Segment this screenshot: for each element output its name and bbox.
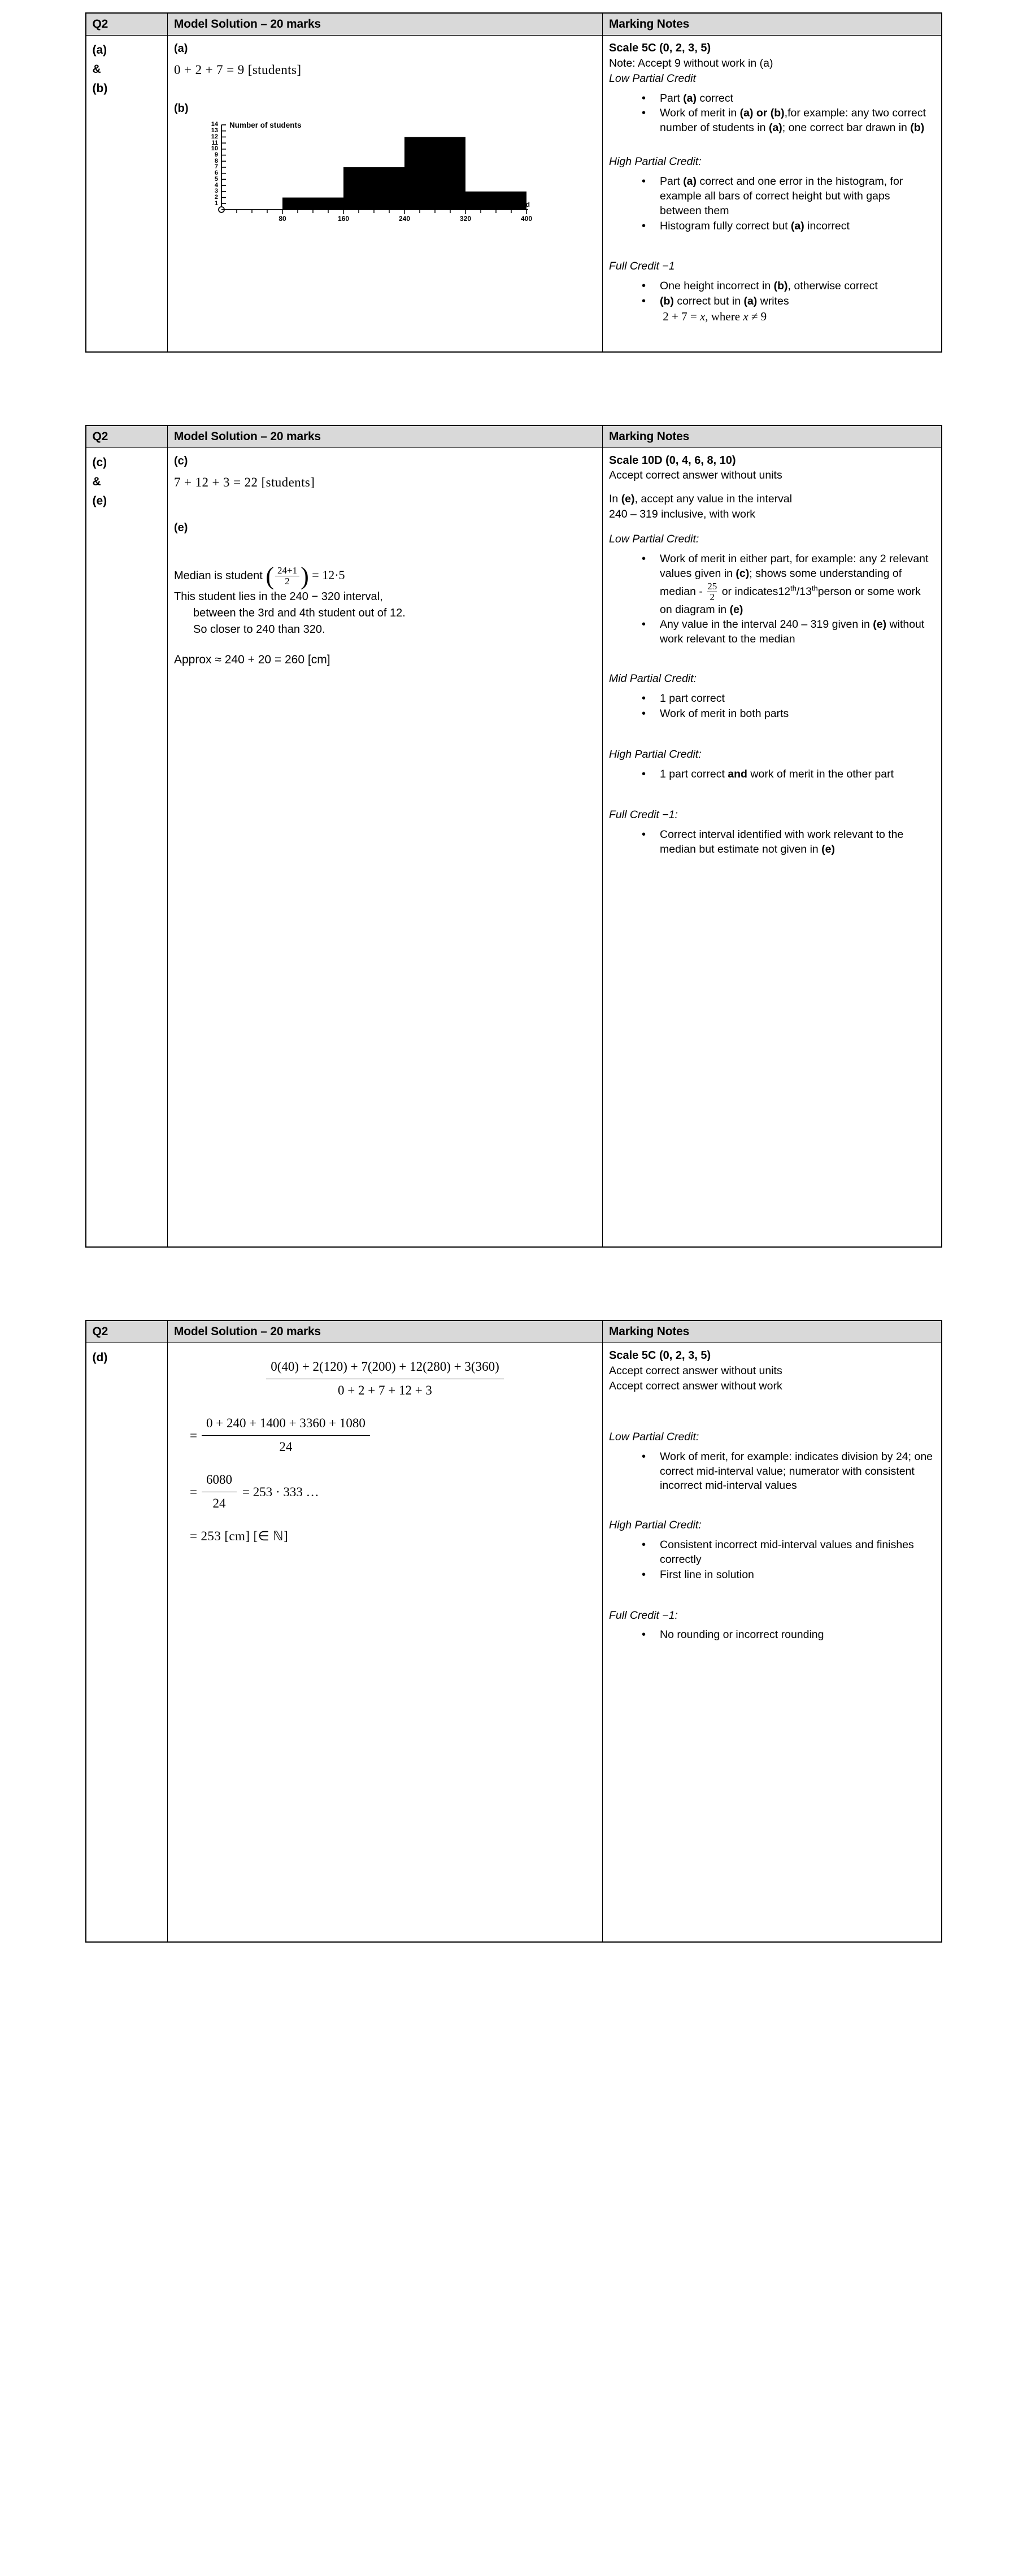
ytick-9: 9 [214, 151, 218, 159]
final-answer: = 253 [cm] [∈ ℕ] [190, 1529, 289, 1544]
model-solution-cell [168, 36, 603, 352]
high-partial-credit-heading: High Partial Credit: [609, 1519, 702, 1532]
list-item: • Consistent incorrect mid-interval values and finishes correctly [642, 1538, 935, 1567]
list-item: • Histogram fully correct but (a) incorrect [642, 219, 935, 234]
ytick-8: 8 [214, 157, 218, 164]
question-parts-cell [86, 36, 168, 352]
xtick-160: 160 [337, 215, 350, 223]
list-item: • Work of merit, for example: indicates division by 24; one correct mid-interval value; numerator with consistent incorrect mid-interval values [642, 1450, 935, 1494]
marking-table-1 [85, 12, 942, 353]
accept-work-note: Accept correct answer without work [609, 1379, 782, 1392]
fraction-3: $\frac{6080}{24}$ [202, 1470, 237, 1513]
median-prefix: Median is student [174, 569, 263, 582]
xtick-400: 400 [520, 215, 533, 223]
marking-notes-cell [603, 36, 942, 352]
table-header-row [86, 13, 942, 36]
list-item: • One height incorrect in (b), otherwise correct [642, 279, 935, 294]
interval-note-cont: 240 – 319 inclusive, with work [609, 508, 756, 521]
twenty-five-over-two-fraction: $\frac{25}{2}$ [707, 580, 717, 603]
ytick-14: 14 [211, 121, 218, 128]
high-partial-credit-heading: High Partial Credit: [609, 155, 702, 168]
ytick-1: 1 [214, 199, 218, 207]
ytick-7: 7 [214, 163, 218, 171]
question-parts-cell [86, 448, 168, 1247]
median-closer-line: So closer to 240 than 320. [193, 623, 325, 636]
scale-label: Scale 5C (0, 2, 3, 5) [609, 1349, 711, 1362]
solution-label-e: (e) [174, 522, 188, 535]
list-item: • First line in solution [642, 1568, 935, 1583]
table-header-row [86, 425, 942, 448]
equals-sign: = [190, 1484, 197, 1499]
x-axis-label: Speed [510, 201, 530, 209]
part-label: (c) [92, 455, 107, 469]
mean-expression-2 [174, 1414, 596, 1457]
marking-notes-cell [603, 1343, 942, 1942]
solution-label-b: (b) [174, 102, 189, 115]
chart-title: Number of students [229, 121, 302, 130]
full-credit-heading: Full Credit −1: [609, 1609, 678, 1622]
full-credit-heading: Full Credit −1 [609, 259, 675, 272]
part-label: (b) [92, 82, 108, 95]
equals-sign: = [190, 1428, 197, 1443]
list-item: • (b) correct but in (a) writes 2 + 7 = x, where x ≠ 9 [642, 294, 935, 325]
low-partial-credit-list [609, 1450, 935, 1494]
xtick-240: 240 [398, 215, 411, 223]
median-line [174, 562, 596, 590]
list-item: • Work of merit in either part, for example: any 2 relevant values given in (c); shows some understanding of median - $\frac{25}{2}$ or indicates12th/13thperson or some work on diagram in (e) [642, 552, 935, 617]
scale-label: Scale 5C (0, 2, 3, 5) [609, 42, 711, 55]
solution-label-c: (c) [174, 454, 188, 467]
ytick-2: 2 [214, 194, 218, 201]
close-paren: ) [301, 562, 309, 590]
question-parts-cell [86, 1343, 168, 1942]
low-partial-credit-list [609, 552, 935, 647]
median-fraction: $\frac{24+1}{2}$ [275, 566, 299, 587]
accept-units-note: Accept correct answer without units [609, 1364, 782, 1377]
fraction-3-result: = 253 · 333 … [242, 1484, 319, 1499]
part-label: (d) [92, 1351, 108, 1365]
table-header-row [86, 1320, 942, 1343]
list-item: • 1 part correct [642, 692, 935, 706]
fraction-1: $\frac{0(40) + 2(120) + 7(200) + 12(280) + 3(360)}{0 + 2 + 7 + 12 + 3}$ [266, 1357, 503, 1400]
list-item: • Part (a) correct [642, 92, 935, 106]
list-item: • No rounding or incorrect rounding [642, 1628, 935, 1643]
marking-table-2 [85, 425, 942, 1248]
solution-equation-c: 7 + 12 + 3 = 22 [students] [174, 475, 315, 489]
full-credit-list [609, 828, 935, 857]
table-body-row [86, 1343, 942, 1942]
ytick-3: 3 [214, 188, 218, 195]
accept-note: Note: Accept 9 without work in (a) [609, 57, 773, 69]
part-label: & [92, 63, 101, 76]
part-label: (a) [92, 44, 107, 57]
header-model-solution: Model Solution – 20 marks [168, 1320, 603, 1343]
header-marking-notes: Marking Notes [603, 425, 942, 448]
median-between-line: between the 3rd and 4th student out of 12. [193, 607, 406, 620]
header-marking-notes: Marking Notes [603, 1320, 942, 1343]
bar-160-240 [343, 167, 404, 210]
low-partial-credit-list [609, 92, 935, 136]
full-credit-heading: Full Credit −1: [609, 808, 678, 821]
low-partial-credit-heading: Low Partial Credit [609, 72, 696, 85]
table-body-row [86, 36, 942, 352]
interval-note: In (e), accept any value in the interval [609, 493, 793, 506]
list-item: • Part (a) correct and one error in the histogram, for example all bars of correct height but with gaps between them [642, 175, 935, 219]
median-value: = 12·5 [312, 567, 345, 582]
accept-units-note: Accept correct answer without units [609, 469, 782, 482]
ytick-13: 13 [211, 127, 218, 134]
histogram-chart [186, 120, 582, 225]
table-body-row [86, 448, 942, 1247]
low-partial-credit-heading: Low Partial Credit: [609, 533, 699, 546]
part-label: & [92, 475, 101, 488]
open-paren: ( [266, 562, 274, 590]
full-credit-list [609, 279, 935, 325]
list-item: • 1 part correct and work of merit in the other part [642, 767, 935, 782]
fraction-2: $\frac{0 + 240 + 1400 + 3360 + 1080}{24}$ [202, 1414, 370, 1457]
ytick-11: 11 [211, 139, 218, 146]
ytick-5: 5 [214, 175, 218, 183]
bar-80-160 [282, 198, 343, 210]
high-partial-credit-list [609, 1538, 935, 1583]
median-interval-line: This student lies in the 240 − 320 interval, [174, 590, 383, 603]
marking-table-3 [85, 1320, 942, 1943]
solution-equation-a: 0 + 2 + 7 = 9 [students] [174, 63, 302, 77]
header-model-solution: Model Solution – 20 marks [168, 13, 603, 36]
mid-partial-credit-list [609, 692, 935, 722]
header-question: Q2 [86, 425, 168, 448]
ytick-6: 6 [214, 170, 218, 177]
model-solution-cell [168, 448, 603, 1247]
part-label: (e) [92, 494, 107, 507]
header-marking-notes: Marking Notes [603, 13, 942, 36]
list-item: • Work of merit in both parts [642, 707, 935, 722]
high-partial-credit-heading: High Partial Credit: [609, 748, 702, 761]
mean-expression-3 [174, 1470, 596, 1513]
xtick-80: 80 [278, 215, 286, 223]
list-item: • Any value in the interval 240 – 319 given in (e) without work relevant to the median [642, 618, 935, 647]
list-item: • Correct interval identified with work relevant to the median but estimate not given in (e) [642, 828, 935, 857]
xtick-320: 320 [459, 215, 472, 223]
solution-label-a: (a) [174, 42, 188, 55]
mid-partial-credit-heading: Mid Partial Credit: [609, 672, 697, 685]
ytick-4: 4 [214, 181, 218, 189]
mean-expression-1 [174, 1357, 596, 1400]
ytick-10: 10 [211, 145, 218, 153]
ytick-12: 12 [211, 133, 218, 140]
bar-240-320 [404, 137, 465, 210]
header-question: Q2 [86, 13, 168, 36]
list-item: • Work of merit in (a) or (b),for example: any two correct number of students in (a); one correct bar drawn in (b) [642, 106, 935, 136]
scale-label: Scale 10D (0, 4, 6, 8, 10) [609, 454, 736, 467]
header-model-solution: Model Solution – 20 marks [168, 425, 603, 448]
high-partial-credit-list [609, 767, 935, 782]
header-question: Q2 [86, 1320, 168, 1343]
low-partial-credit-heading: Low Partial Credit: [609, 1430, 699, 1443]
marking-notes-cell [603, 448, 942, 1247]
model-solution-cell [168, 1343, 603, 1942]
full-credit-list [609, 1628, 935, 1643]
approx-line: Approx ≈ 240 + 20 = 260 [cm] [174, 653, 330, 667]
high-partial-credit-list [609, 175, 935, 234]
